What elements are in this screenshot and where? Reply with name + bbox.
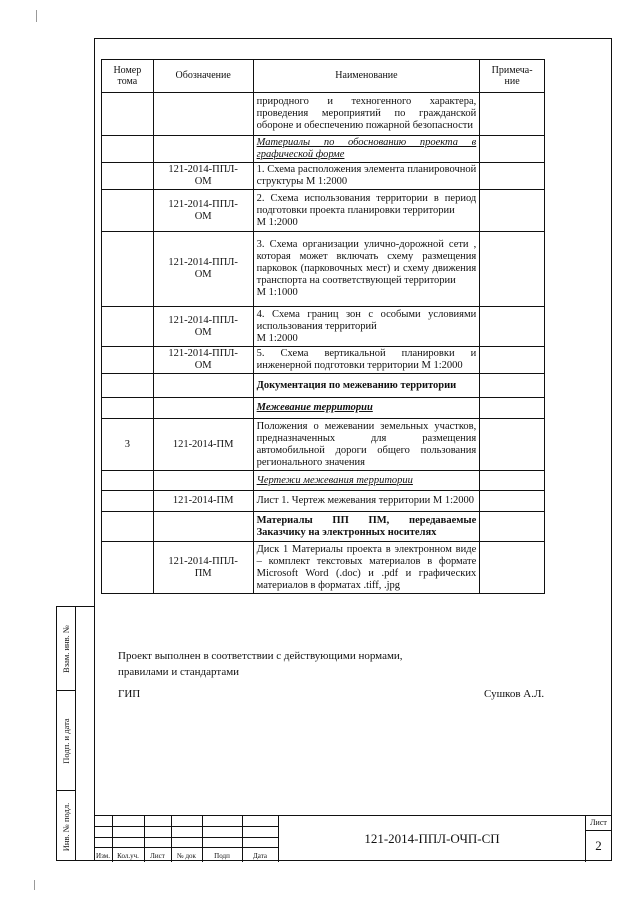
code-cell [153,398,253,419]
volume-cell [102,347,154,374]
volume-cell [102,136,154,163]
name-cell: 1. Схема расположения элемента планировочной структуры М 1:2000 [253,163,480,190]
name-cell: Документация по межеванию территории [253,374,480,398]
note-cell [480,347,545,374]
code-cell: 121-2014-ППЛ- ОМ [153,190,253,232]
note-cell [480,136,545,163]
left-strip [56,606,94,861]
sheet-number: 2 [595,838,602,853]
name-cell: 5. Схема вертикальной планировки и инженерной подготовки территории М 1:2000 [253,347,480,374]
strip-cell-inv [57,791,75,862]
header-code: Обозначение [153,60,253,93]
note-cell [480,307,545,347]
scan-mark [34,880,35,890]
note-cell [480,190,545,232]
note-cell [480,471,545,491]
strip-label-replace: Взам. инв. № [61,624,71,673]
stamp-label-change: Изм. [96,852,110,860]
table-row [102,163,545,190]
note-cell [480,374,545,398]
volume-cell [102,471,154,491]
code-cell: 121-2014-ППЛ- ОМ [153,163,253,190]
code-cell [153,512,253,542]
strip-cell-replace [57,607,75,691]
table-row [102,232,545,307]
table-row [102,307,545,347]
name-cell: Межевание территории [253,398,480,419]
note-cell [480,398,545,419]
table-row [102,93,545,136]
table-row [102,542,545,594]
volume-cell [102,374,154,398]
volume-cell [102,542,154,594]
volume-cell: 3 [102,419,154,471]
table-header-row [102,60,545,93]
stamp-label-date: Дата [253,852,267,860]
stamp-label-signature: Подп [214,852,230,860]
volume-cell [102,232,154,307]
volume-cell [102,491,154,512]
signer-name: Сушков А.Л. [484,688,545,700]
name-cell: Материалы по обоснованию проекта в графической форме [253,136,480,163]
name-cell: Положения о межевании земельных участков, предназначенных для размещения автомобильной дороги общего пользования регионального значения [253,419,480,471]
code-cell [153,471,253,491]
name-cell: Чертежи межевания территории [253,471,480,491]
table-row [102,347,545,374]
name-cell: природного и техногенного характера, проведения мероприятий по гражданской обороне и обеспечению пожарной безопасности [253,93,480,136]
name-cell: Диск 1 Материалы проекта в электронном виде – комплект текстовых материалов в формате Microsoft Word (.doc) и .pdf и графических материалов в форматах .tiff, .jpg [253,542,480,594]
table-row [102,419,545,471]
stamp-label-sheet: Лист [150,852,165,860]
volume-cell [102,93,154,136]
gip-label: ГИП [118,688,141,700]
code-cell: 121-2014-ПМ [153,419,253,471]
note-cell [480,542,545,594]
documents-table [101,59,545,594]
code-cell [153,93,253,136]
strip-label-sign: Подп. и дата [61,717,71,764]
table-row [102,136,545,163]
code-cell [153,136,253,163]
note-cell [480,419,545,471]
volume-cell [102,163,154,190]
header-note: Примеча- ние [480,60,545,93]
table-row [102,374,545,398]
name-cell: 4. Схема границ зон с особыми условиями использования территорий М 1:2000 [253,307,480,347]
name-cell: Лист 1. Чертеж межевания территории М 1:2000 [253,491,480,512]
strip-label-inv: Инв. № подл. [61,802,71,851]
strip-cell-sign [57,691,75,791]
header-name: Наименование [253,60,480,93]
stamp-label-docnum: № док [177,852,196,860]
code-cell: 121-2014-ППЛ- ОМ [153,232,253,307]
note-cell [480,491,545,512]
volume-cell [102,307,154,347]
note-cell [480,512,545,542]
scan-mark [36,10,37,22]
volume-cell [102,190,154,232]
note-cell [480,163,545,190]
volume-cell [102,512,154,542]
header-volume: Номер тома [102,60,154,93]
name-cell: 2. Схема использования территории в период подготовки проекта планировки территории М 1:2000 [253,190,480,232]
name-cell: Материалы ПП ПМ, передаваемые Заказчику на электронных носителях [253,512,480,542]
table-row [102,190,545,232]
compliance-note-line1: Проект выполнен в соответствии с действующими нормами, [118,650,403,662]
code-cell [153,374,253,398]
strip-divider [75,607,76,860]
stamp-label-count: Кол.уч. [117,852,139,860]
code-cell: 121-2014-ППЛ- ОМ [153,307,253,347]
code-cell: 121-2014-ПМ [153,491,253,512]
document-code: 121-2014-ППЛ-ОЧП-СП [278,816,586,862]
revision-grid [94,816,278,862]
compliance-note-line2: правилами и стандартами [118,666,240,678]
table-row [102,491,545,512]
table-row [102,512,545,542]
sheet-label: Лист [585,816,612,831]
table-row [102,398,545,419]
table-row [102,471,545,491]
name-cell: 3. Схема организации улично-дорожной сети , которая может включать схему размещения парковок (парковочных мест) и схему движения транспорта на соответствующей территории М 1:1000 [253,232,480,307]
code-cell: 121-2014-ППЛ- ПМ [153,542,253,594]
note-cell [480,232,545,307]
note-cell [480,93,545,136]
title-block [94,815,612,862]
code-cell: 121-2014-ППЛ- ОМ [153,347,253,374]
volume-cell [102,398,154,419]
compliance-note [118,648,448,680]
